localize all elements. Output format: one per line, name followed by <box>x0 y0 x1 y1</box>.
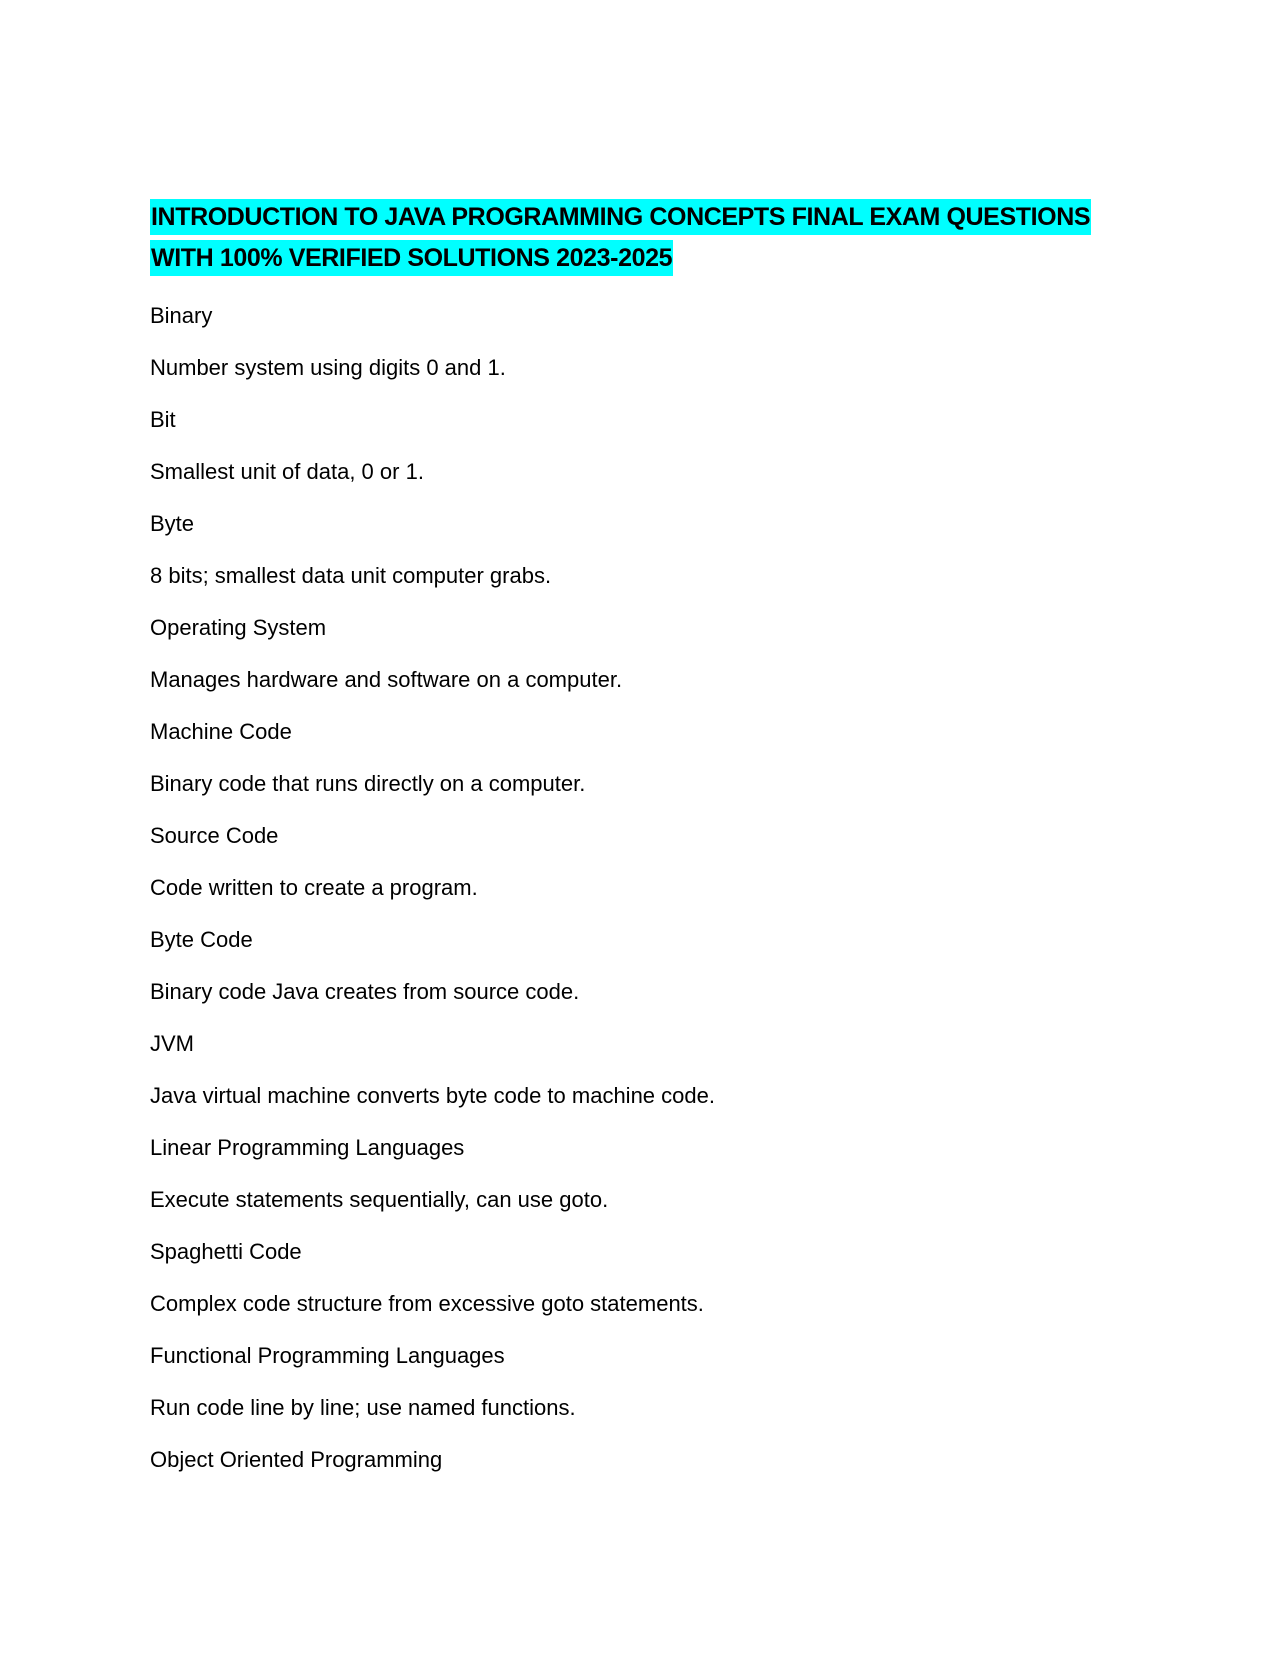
title-line-1: INTRODUCTION TO JAVA PROGRAMMING CONCEPTS FINAL EXAM QUESTIONS <box>150 199 1091 235</box>
term-text: Linear Programming Languages <box>150 1135 465 1160</box>
definition-text: Manages hardware and software on a computer. <box>150 667 623 692</box>
definition-text: 8 bits; smallest data unit computer grabs. <box>150 563 552 588</box>
term-text: Object Oriented Programming <box>150 1447 443 1472</box>
term-text: JVM <box>150 1031 194 1056</box>
definition-text: Run code line by line; use named functions. <box>150 1395 576 1420</box>
term-text: Source Code <box>150 823 279 848</box>
term-text: Operating System <box>150 615 327 640</box>
term-text: Binary <box>150 303 213 328</box>
term-text: Byte <box>150 511 195 536</box>
definition-text: Binary code Java creates from source code. <box>150 979 580 1004</box>
definition-text: Java virtual machine converts byte code to machine code. <box>150 1083 715 1108</box>
definition-text: Smallest unit of data, 0 or 1. <box>150 459 424 484</box>
term-text: Byte Code <box>150 927 253 952</box>
term-text: Functional Programming Languages <box>150 1343 505 1368</box>
definition-text: Binary code that runs directly on a computer. <box>150 771 586 796</box>
document-title <box>150 199 1150 276</box>
definition-text: Number system using digits 0 and 1. <box>150 355 506 380</box>
definition-text: Execute statements sequentially, can use goto. <box>150 1187 609 1212</box>
definition-text: Complex code structure from excessive goto statements. <box>150 1291 704 1316</box>
term-text: Bit <box>150 407 176 432</box>
term-text: Spaghetti Code <box>150 1239 302 1264</box>
definition-text: Code written to create a program. <box>150 875 478 900</box>
title-line-2: WITH 100% VERIFIED SOLUTIONS 2023-2025 <box>150 240 673 276</box>
term-text: Machine Code <box>150 719 292 744</box>
